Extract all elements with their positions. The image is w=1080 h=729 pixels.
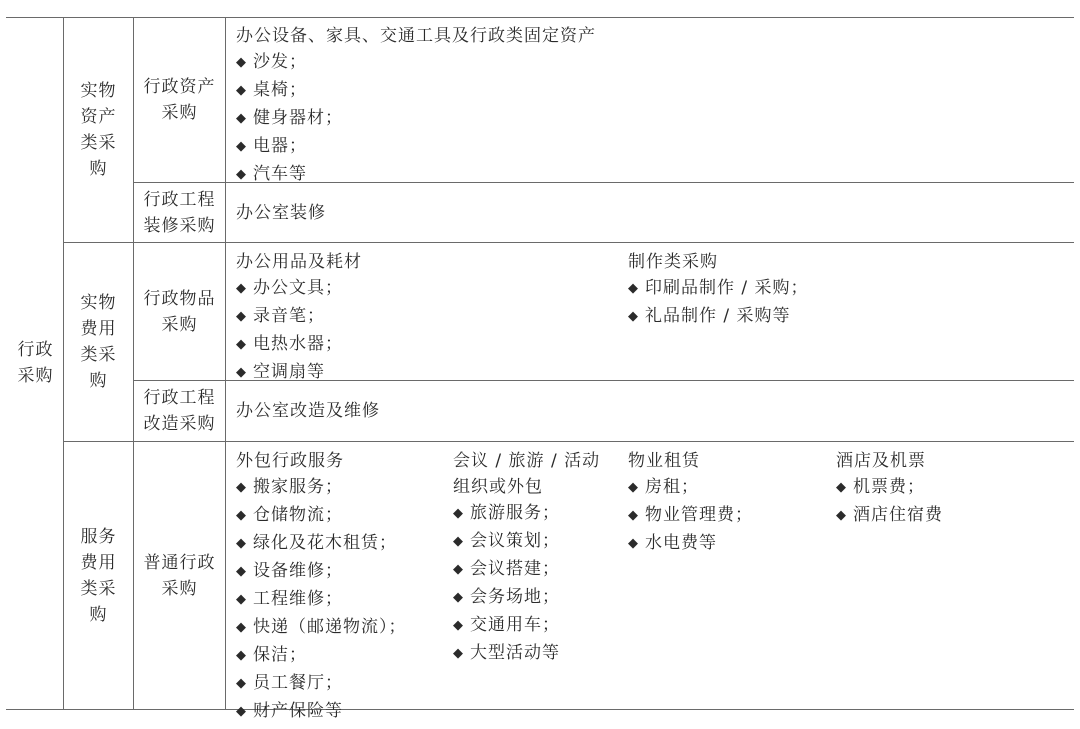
diamond-bullet-icon: ◆ xyxy=(628,480,639,495)
row-label-admin-remodel-procurement: 行政工程改造采购 xyxy=(143,388,216,434)
list-item: ◆ 办公文具； xyxy=(236,278,343,298)
diamond-bullet-icon: ◆ xyxy=(236,592,247,607)
diamond-bullet-icon: ◆ xyxy=(236,536,247,551)
list-item: ◆ 交通用车； xyxy=(453,615,560,635)
content-heading: 会议 / 旅游 / 活动组织或外包 xyxy=(453,451,601,497)
list-item: ◆ 设备维修； xyxy=(236,561,343,581)
diamond-bullet-icon: ◆ xyxy=(236,309,247,324)
list-item: ◆ 绿化及花木租赁； xyxy=(236,533,397,553)
content-heading: 物业租赁 xyxy=(628,451,700,471)
diamond-bullet-icon: ◆ xyxy=(453,534,464,549)
list-item: ◆ 印刷品制作 / 采购； xyxy=(628,278,809,298)
content-heading: 制作类采购 xyxy=(628,252,718,272)
diamond-bullet-icon: ◆ xyxy=(453,646,464,661)
diamond-bullet-icon: ◆ xyxy=(628,281,639,296)
list-item: ◆ 物业管理费； xyxy=(628,505,753,525)
content-text: 办公室改造及维修 xyxy=(236,401,380,421)
list-item: ◆ 保洁； xyxy=(236,645,307,665)
content-text: 办公室装修 xyxy=(236,203,326,223)
list-item: ◆ 桌椅； xyxy=(236,80,307,100)
list-item: ◆ 电热水器； xyxy=(236,334,343,354)
diamond-bullet-icon: ◆ xyxy=(236,111,247,126)
diamond-bullet-icon: ◆ xyxy=(453,562,464,577)
content-column xyxy=(236,249,362,387)
category-label-admin-procurement: 行政采购 xyxy=(17,340,54,386)
list-item: ◆ 会务场地； xyxy=(453,587,560,607)
content-heading: 酒店及机票 xyxy=(836,451,926,471)
diamond-bullet-icon: ◆ xyxy=(236,480,247,495)
diamond-bullet-icon: ◆ xyxy=(236,704,247,719)
group-label-physical-expenses: 实物费用类采购 xyxy=(80,293,117,391)
list-item: ◆ 机票费； xyxy=(836,477,925,497)
list-item: ◆ 礼品制作 / 采购等 xyxy=(628,306,791,326)
list-item: ◆ 房租； xyxy=(628,477,699,497)
diamond-bullet-icon: ◆ xyxy=(236,564,247,579)
content-column xyxy=(236,23,596,189)
diamond-bullet-icon: ◆ xyxy=(236,83,247,98)
list-item: ◆ 旅游服务； xyxy=(453,503,560,523)
diamond-bullet-icon: ◆ xyxy=(453,618,464,633)
diamond-bullet-icon: ◆ xyxy=(236,139,247,154)
diamond-bullet-icon: ◆ xyxy=(453,506,464,521)
list-item: ◆ 健身器材； xyxy=(236,108,343,128)
row-label-general-admin-procurement: 普通行政采购 xyxy=(143,552,216,599)
list-item: ◆ 汽车等 xyxy=(236,164,307,184)
column-divider xyxy=(225,17,226,709)
row-label-admin-renovation-procurement: 行政工程装修采购 xyxy=(143,189,216,236)
list-item: ◆ 财产保险等 xyxy=(236,701,343,721)
list-item: ◆ 会议策划； xyxy=(453,531,560,551)
diamond-bullet-icon: ◆ xyxy=(836,508,847,523)
list-item: ◆ 酒店住宿费 xyxy=(836,505,943,525)
list-item: ◆ 电器； xyxy=(236,136,307,156)
list-item: ◆ 大型活动等 xyxy=(453,643,560,663)
content-column xyxy=(236,448,407,726)
diamond-bullet-icon: ◆ xyxy=(236,337,247,352)
list-item: ◆ 会议搭建； xyxy=(453,559,560,579)
diamond-bullet-icon: ◆ xyxy=(453,590,464,605)
table-bottom-rule xyxy=(6,709,1074,710)
diamond-bullet-icon: ◆ xyxy=(628,536,639,551)
content-heading: 外包行政服务 xyxy=(236,451,344,471)
diamond-bullet-icon: ◆ xyxy=(236,365,247,380)
content-column xyxy=(453,448,603,668)
diamond-bullet-icon: ◆ xyxy=(236,648,247,663)
diamond-bullet-icon: ◆ xyxy=(236,281,247,296)
diamond-bullet-icon: ◆ xyxy=(628,309,639,324)
content-column xyxy=(836,448,943,530)
list-item: ◆ 快递（邮递物流）； xyxy=(236,617,407,637)
group-label-physical-assets: 实物资产类采购 xyxy=(80,81,117,179)
content-heading: 办公设备、家具、交通工具及行政类固定资产 xyxy=(236,26,596,46)
content-column xyxy=(628,249,809,331)
diamond-bullet-icon: ◆ xyxy=(236,676,247,691)
diamond-bullet-icon: ◆ xyxy=(628,508,639,523)
diamond-bullet-icon: ◆ xyxy=(836,480,847,495)
diamond-bullet-icon: ◆ xyxy=(236,55,247,70)
list-item: ◆ 工程维修； xyxy=(236,589,343,609)
content-column xyxy=(628,448,753,558)
group-label-service-expenses: 服务费用类采购 xyxy=(80,526,117,625)
diamond-bullet-icon: ◆ xyxy=(236,167,247,182)
list-item: ◆ 空调扇等 xyxy=(236,362,325,382)
diamond-bullet-icon: ◆ xyxy=(236,620,247,635)
list-item: ◆ 沙发； xyxy=(236,52,307,72)
row-label-admin-asset-procurement: 行政资产采购 xyxy=(143,77,216,123)
list-item: ◆ 水电费等 xyxy=(628,533,717,553)
list-item: ◆ 员工餐厅； xyxy=(236,673,343,693)
list-item: ◆ 录音笔； xyxy=(236,306,325,326)
content-heading: 办公用品及耗材 xyxy=(236,252,362,272)
diamond-bullet-icon: ◆ xyxy=(236,508,247,523)
list-item: ◆ 搬家服务； xyxy=(236,477,343,497)
list-item: ◆ 仓储物流； xyxy=(236,505,343,525)
row-label-admin-goods-procurement: 行政物品采购 xyxy=(143,288,216,335)
